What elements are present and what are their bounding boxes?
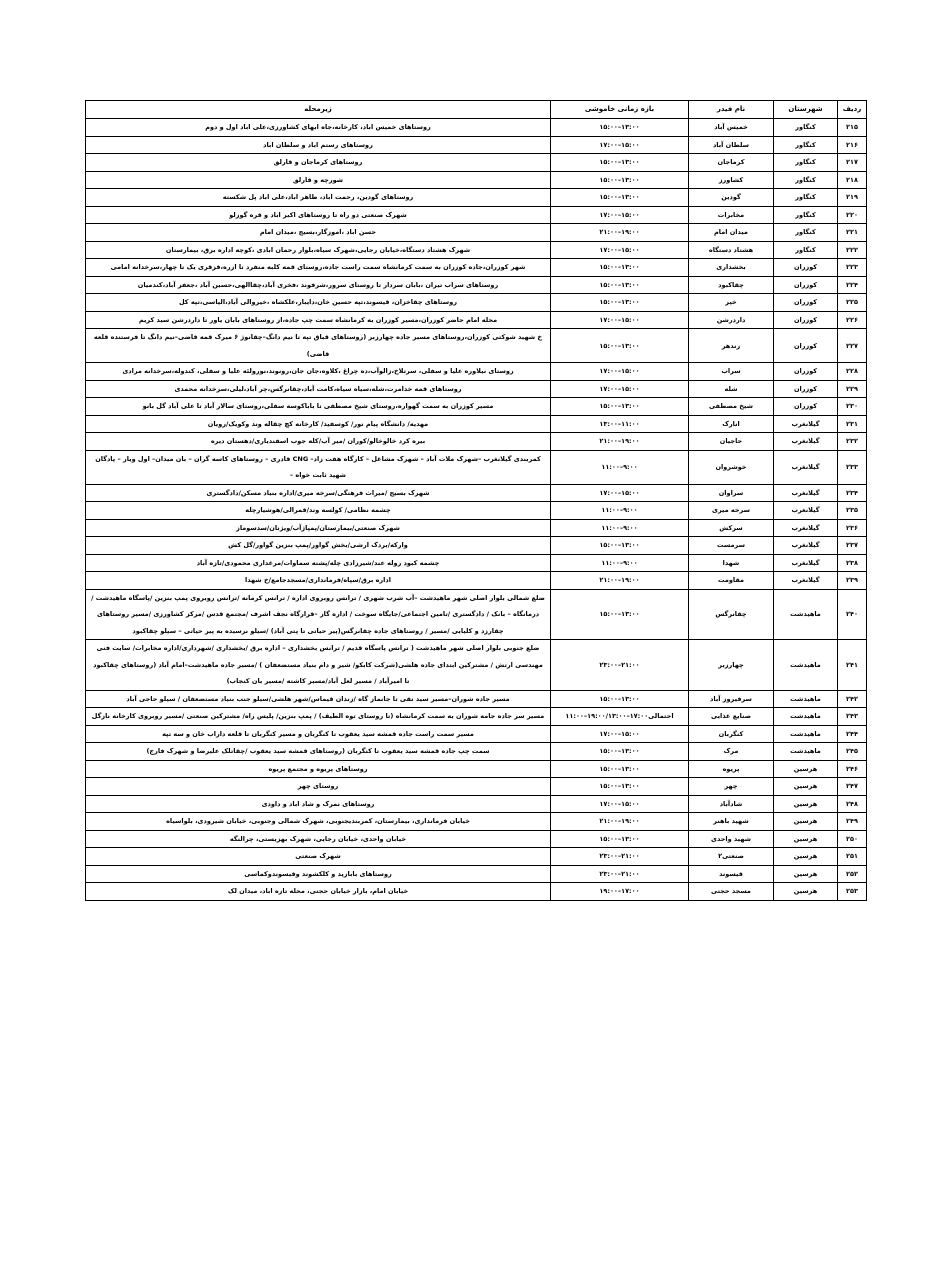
table-row xyxy=(86,311,867,329)
city-cell: ماهیدشت xyxy=(774,708,838,726)
feeder-name-cell: شادآباد xyxy=(689,795,774,813)
row-number-cell: ۲۴۱ xyxy=(838,640,867,691)
table-row xyxy=(86,554,867,572)
header-outage-time: بازه زمانی خاموشی xyxy=(551,101,689,119)
sub-area-cell: ضلع شمالی بلوار اصلی شهر ماهیدشت –آب شرب شهری / ترانس روبروی اداره / ترانس کرمانه /ترانس روبروی پمپ بنزین /پاسگاه ماهیدشت / درمانگاه – بانک / دادگستری /تامین اجتماعی/جایگاه سوخت / اداره گاز –قرارگاه نجف اشرف /مجتمع قدس /مرکز کشاورزی /مسیر روستاهای چقارزد و کلیایی /مسیر / روستاهای جاده چقانرگس(پیر حیاتی تا پتی آباد) /سیلو نرسیده به پیر حیاتی – سیلو چقاکبود xyxy=(86,589,551,640)
city-cell: گیلانغرب xyxy=(774,415,838,433)
city-cell: کوزران xyxy=(774,259,838,277)
row-number-cell: ۲۲۳ xyxy=(838,259,867,277)
feeder-name-cell: سرمست xyxy=(689,537,774,555)
table-row xyxy=(86,502,867,520)
outage-time-cell: ۱۳:۰۰–۱۵:۰۰ xyxy=(551,830,689,848)
table-row xyxy=(86,589,867,640)
feeder-name-cell: صنعتی۲ xyxy=(689,848,774,866)
row-number-cell: ۲۳۱ xyxy=(838,415,867,433)
row-number-cell: ۲۳۶ xyxy=(838,519,867,537)
row-number-cell: ۲۴۵ xyxy=(838,743,867,761)
table-row xyxy=(86,640,867,691)
outage-time-cell: ۱۵:۰۰–۱۷:۰۰ xyxy=(551,363,689,381)
city-cell: گیلانغرب xyxy=(774,484,838,502)
feeder-name-cell: صنایع غذایی xyxy=(689,708,774,726)
table-row xyxy=(86,224,867,242)
outage-time-cell: ۱۵:۰۰–۱۷:۰۰ xyxy=(551,380,689,398)
outage-time-cell: ۱۵:۰۰–۱۷:۰۰ xyxy=(551,311,689,329)
city-cell: کوزران xyxy=(774,294,838,312)
sub-area-cell: روستای نیلاوره علیا و سفلی، سرتلاخ،زالوآب،ده چراغ ،کلاوه،جان جان،رونوند،نورولئه علیا و سفلی، کندوله،سرخدانه مرادی xyxy=(86,363,551,381)
table-row xyxy=(86,848,867,866)
table-row xyxy=(86,690,867,708)
city-cell: ماهیدشت xyxy=(774,690,838,708)
city-cell: کوزران xyxy=(774,329,838,363)
table-row xyxy=(86,415,867,433)
city-cell: کوزران xyxy=(774,363,838,381)
outage-time-cell: ۱۳:۰۰–۱۵:۰۰ xyxy=(551,259,689,277)
outage-time-cell: ۱۷:۰۰–۱۹:۰۰ xyxy=(551,883,689,901)
outage-time-cell: ۱۳:۰۰–۱۵:۰۰ xyxy=(551,537,689,555)
row-number-cell: ۲۴۰ xyxy=(838,589,867,640)
city-cell: کنگاور xyxy=(774,136,838,154)
city-cell: هرسین xyxy=(774,848,838,866)
feeder-name-cell: سراوان xyxy=(689,484,774,502)
sub-area-cell: کمربندی گیلانغرب –شهرک ملات آباد – شهرک مشاغل – کارگاه هفت زاد– CNG قادری – روستاهای کاسه گران – بان میدان– اول ویار – پادگان شهید ثابت خواه – xyxy=(86,450,551,484)
outage-schedule-table xyxy=(85,100,867,901)
city-cell: کنگاور xyxy=(774,171,838,189)
row-number-cell: ۲۲۹ xyxy=(838,380,867,398)
sub-area-cell: خیابان واحدی، خیابان رجایی، شهرک بهزیستی، چرالنگه xyxy=(86,830,551,848)
row-number-cell: ۲۴۶ xyxy=(838,760,867,778)
city-cell: گیلانغرب xyxy=(774,450,838,484)
row-number-cell: ۲۲۱ xyxy=(838,224,867,242)
table-row xyxy=(86,883,867,901)
sub-area-cell: شهرک بسیج /میراث فرهنگی/سرخه میری/اداره بنیاد مسکن/دادگستری xyxy=(86,484,551,502)
table-row xyxy=(86,154,867,172)
row-number-cell: ۲۳۷ xyxy=(838,537,867,555)
outage-time-cell: ۱۳:۰۰–۱۵:۰۰ xyxy=(551,276,689,294)
table-row xyxy=(86,276,867,294)
table-row xyxy=(86,171,867,189)
table-header-row xyxy=(86,101,867,119)
table-row xyxy=(86,484,867,502)
outage-time-cell: ۱۳:۰۰–۱۵:۰۰ xyxy=(551,743,689,761)
row-number-cell: ۲۳۰ xyxy=(838,398,867,416)
table-row xyxy=(86,743,867,761)
sub-area-cell: محله امام حاضر کوزران،مسیر کوزران به کرمانشاه سمت چپ جاده،از روستاهای بابان یاور تا داردرشن سید کریم xyxy=(86,311,551,329)
row-number-cell: ۲۲۲ xyxy=(838,241,867,259)
row-number-cell: ۲۲۴ xyxy=(838,276,867,294)
sub-area-cell: روستاهای نمرک و شاد اباد و داودی xyxy=(86,795,551,813)
city-cell: کنگاور xyxy=(774,154,838,172)
table-row xyxy=(86,795,867,813)
city-cell: گیلانغرب xyxy=(774,519,838,537)
city-cell: گیلانغرب xyxy=(774,572,838,590)
table-row xyxy=(86,830,867,848)
table-row xyxy=(86,380,867,398)
sub-area-cell: سمت چپ جاده قمشه سید یعقوب تا کنگربان (روستاهای قمشه سید یعقوب /چقاتلک علیرضا و شهرک فارج) xyxy=(86,743,551,761)
table-row xyxy=(86,708,867,726)
sub-area-cell: مسیر کوزران به سمت گهواره،روستای شیخ مصطفی تا باباکوسه سفلی،روستای سالار آباد تا علی آباد گل بانو xyxy=(86,398,551,416)
row-number-cell: ۲۵۰ xyxy=(838,830,867,848)
city-cell: هرسین xyxy=(774,830,838,848)
header-row-number: ردیف xyxy=(838,101,867,119)
table-row xyxy=(86,450,867,484)
row-number-cell: ۲۴۷ xyxy=(838,778,867,796)
row-number-cell: ۲۲۷ xyxy=(838,329,867,363)
feeder-name-cell: چهر xyxy=(689,778,774,796)
outage-time-cell: ۱۹:۰۰–۲۱:۰۰ xyxy=(551,813,689,831)
sub-area-cell: ضلع جنوبی بلوار اصلی شهر ماهیدشت ( ترانس پاسگاه قدیم / ترانس بخشداری – اداره برق /بخشداری /شهرداری/اداره مخابرات/ سایت فنی مهندسی ارتش / مشترکین ابتدای جاده هلشی(شرکت کابکو/ شیر و دام بنیاد مستضعفان ) /مسیر جاده ماهیدشت–امام آباد (روستاهای چقاکبود تا امیرآباد / مسیر لعل آباد/مسیر کاشته /مسیر بان کنجاب) xyxy=(86,640,551,691)
city-cell: ماهیدشت xyxy=(774,743,838,761)
feeder-name-cell: شهید واحدی xyxy=(689,830,774,848)
outage-time-cell: ۱۳:۰۰–۱۵:۰۰ xyxy=(551,778,689,796)
feeder-name-cell: شله xyxy=(689,380,774,398)
sub-area-cell: مسیر سر جاده جامه شوران به سمت کرمانشاه (تا روستای توه الطیف) / پمپ بنزین/ پلیس راه/ مشترکین صنعتی /مسیر روبروی کارخانه نازگل xyxy=(86,708,551,726)
feeder-name-cell: سلطان آباد xyxy=(689,136,774,154)
feeder-name-cell: بخشداری xyxy=(689,259,774,277)
feeder-name-cell: پریوه xyxy=(689,760,774,778)
city-cell: هرسین xyxy=(774,760,838,778)
sub-area-cell: شهرک صنعتی xyxy=(86,848,551,866)
table-row xyxy=(86,363,867,381)
sub-area-cell: حسن اباد ،اموزگار،بسیج ،میدان امام xyxy=(86,224,551,242)
row-number-cell: ۲۵۳ xyxy=(838,883,867,901)
outage-time-cell: ۱۳:۰۰–۱۵:۰۰ xyxy=(551,690,689,708)
sub-area-cell: روستاهای گودین، رحمت اباد، طاهر اباد،علی اباد پل شکسته xyxy=(86,189,551,207)
table-row xyxy=(86,519,867,537)
sub-area-cell: روستاهای بابازید و کلکشوند وقیسوندوکماسی xyxy=(86,865,551,883)
sub-area-cell: روستاهای سراب تیران ،بابان سردار تا روستای سرور،شرفوند ،فخری آباد،چقاالهی،حسین آباد ،جعفر آباد،کندمیان xyxy=(86,276,551,294)
row-number-cell: ۲۵۲ xyxy=(838,865,867,883)
row-number-cell: ۲۳۵ xyxy=(838,502,867,520)
table-body xyxy=(86,119,867,901)
city-cell: هرسین xyxy=(774,883,838,901)
sub-area-cell: روستاهای پریوه و مجتمع پریوه xyxy=(86,760,551,778)
feeder-name-cell: شیخ مصطفی xyxy=(689,398,774,416)
city-cell: ماهیدشت xyxy=(774,640,838,691)
feeder-name-cell: چقاکبود xyxy=(689,276,774,294)
outage-time-cell: ۱۹:۰۰–۲۱:۰۰ xyxy=(551,572,689,590)
feeder-name-cell: سراب xyxy=(689,363,774,381)
sub-area-cell: مسیر سمت راست جاده قمشه سید یعقوب تا کنگربان و مسیر کنگربان تا قلعه داراب خان و سه تپه xyxy=(86,725,551,743)
sub-area-cell: وارکه/بردک ارشی/بخش گواور/پمپ بنزین گواور/گل کش xyxy=(86,537,551,555)
feeder-name-cell: انارک xyxy=(689,415,774,433)
feeder-name-cell: هشتاد دستگاه xyxy=(689,241,774,259)
feeder-name-cell: شهدا xyxy=(689,554,774,572)
outage-time-cell: ۹:۰۰–۱۱:۰۰ xyxy=(551,519,689,537)
sub-area-cell: شهرک صنعتی دو راه تا روستاهای اکبر اباد و قره گوزلو xyxy=(86,206,551,224)
outage-time-cell: ۱۵:۰۰–۱۷:۰۰ xyxy=(551,241,689,259)
feeder-name-cell: مخابرات xyxy=(689,206,774,224)
outage-time-cell: احتمالی۱۷:۰۰–۱۹:۰۰/۱۳:۰۰–۱۱:۰۰ xyxy=(551,708,689,726)
sub-area-cell: شهر کوزران،جاده کوزران به سمت کرمانشاه سمت راست جاده،روستای قمه کلبه منفرد تا ازره،قزقری یک تا چهار،سرخدانه امامی xyxy=(86,259,551,277)
row-number-cell: ۲۳۲ xyxy=(838,433,867,451)
city-cell: کنگاور xyxy=(774,241,838,259)
feeder-name-cell: سرفیروز آباد xyxy=(689,690,774,708)
row-number-cell: ۲۱۶ xyxy=(838,136,867,154)
table-row xyxy=(86,241,867,259)
outage-time-cell: ۱۹:۰۰–۲۱:۰۰ xyxy=(551,224,689,242)
city-cell: گیلانغرب xyxy=(774,502,838,520)
city-cell: گیلانغرب xyxy=(774,537,838,555)
city-cell: کنگاور xyxy=(774,206,838,224)
feeder-name-cell: کرماجان xyxy=(689,154,774,172)
city-cell: کوزران xyxy=(774,311,838,329)
row-number-cell: ۲۴۴ xyxy=(838,725,867,743)
outage-time-cell: ۱۳:۰۰–۱۵:۰۰ xyxy=(551,119,689,137)
outage-time-cell: ۹:۰۰–۱۱:۰۰ xyxy=(551,450,689,484)
row-number-cell: ۲۲۰ xyxy=(838,206,867,224)
city-cell: کوزران xyxy=(774,380,838,398)
table-row xyxy=(86,329,867,363)
city-cell: کنگاور xyxy=(774,224,838,242)
outage-time-cell: ۱۵:۰۰–۱۷:۰۰ xyxy=(551,795,689,813)
sub-area-cell: روستاهای خمیس اباد، کارخانه،جاه ابهای کشاورزی،علی اباد اول و دوم xyxy=(86,119,551,137)
feeder-name-cell: چهارزبر xyxy=(689,640,774,691)
row-number-cell: ۲۱۸ xyxy=(838,171,867,189)
row-number-cell: ۲۱۷ xyxy=(838,154,867,172)
feeder-name-cell: چقانرگس xyxy=(689,589,774,640)
city-cell: هرسین xyxy=(774,778,838,796)
city-cell: هرسین xyxy=(774,795,838,813)
row-number-cell: ۲۳۳ xyxy=(838,450,867,484)
outage-time-cell: ۱۳:۰۰–۱۵:۰۰ xyxy=(551,171,689,189)
sub-area-cell: بیره کرد خالوخالو/کوران /میر آب/کله جوب اسفندیاری/دهستان دیره xyxy=(86,433,551,451)
feeder-name-cell: داردرشن xyxy=(689,311,774,329)
outage-time-cell: ۱۵:۰۰–۱۷:۰۰ xyxy=(551,206,689,224)
row-number-cell: ۲۴۲ xyxy=(838,690,867,708)
sub-area-cell: خیابان فرمانداری، بیمارستان، کمربندیجنوبی، شهرک شمالی وجنوبی، خیابان شیرودی، بلواسیاه xyxy=(86,813,551,831)
table-row xyxy=(86,433,867,451)
city-cell: کوزران xyxy=(774,398,838,416)
sub-area-cell: خ شهید شوکتی کوزران،روستاهای مسیر جاده چهارزبر (روستاهای قباق تپه تا نیم دانگ–چقانوژ ۶ میرک قمه قاضی–نیم دانگ تا فرستنده قلعه قاضی) xyxy=(86,329,551,363)
outage-time-cell: ۱۱:۰۰–۱۳:۰۰ xyxy=(551,415,689,433)
row-number-cell: ۲۲۸ xyxy=(838,363,867,381)
table-row xyxy=(86,760,867,778)
feeder-name-cell: شهید باهنر xyxy=(689,813,774,831)
header-feeder-name: نام فیدر xyxy=(689,101,774,119)
row-number-cell: ۲۳۴ xyxy=(838,484,867,502)
sub-area-cell: شهرک هشتاد دستگاه،خیابان رجایی،شهرک سیاه،بلوار رحمان ابادی ،کوچه اداره برق، بیمارستان xyxy=(86,241,551,259)
outage-time-cell: ۹:۰۰–۱۱:۰۰ xyxy=(551,554,689,572)
row-number-cell: ۲۵۱ xyxy=(838,848,867,866)
outage-time-cell: ۱۵:۰۰–۱۷:۰۰ xyxy=(551,725,689,743)
table-row xyxy=(86,778,867,796)
table-row xyxy=(86,813,867,831)
feeder-name-cell: خوشروان xyxy=(689,450,774,484)
outage-time-cell: ۱۳:۰۰–۱۵:۰۰ xyxy=(551,294,689,312)
outage-time-cell: ۱۳:۰۰–۱۵:۰۰ xyxy=(551,398,689,416)
city-cell: گیلانغرب xyxy=(774,554,838,572)
sub-area-cell: شورچه و قارلق xyxy=(86,171,551,189)
feeder-name-cell: خمیس آباد xyxy=(689,119,774,137)
table-row xyxy=(86,537,867,555)
table-row xyxy=(86,865,867,883)
row-number-cell: ۲۲۵ xyxy=(838,294,867,312)
table-row xyxy=(86,259,867,277)
outage-time-cell: ۲۱:۰۰–۲۳:۰۰ xyxy=(551,848,689,866)
feeder-name-cell: میدان امام xyxy=(689,224,774,242)
city-cell: گیلانغرب xyxy=(774,433,838,451)
row-number-cell: ۲۲۶ xyxy=(838,311,867,329)
feeder-name-cell: کنگربان xyxy=(689,725,774,743)
sub-area-cell: روستاهای قمه خدامرت،شله،سیاه سیاه،کامت آباد،چقانرگس،چر آباد،لیلی،سرخدانه محمدی xyxy=(86,380,551,398)
row-number-cell: ۲۳۸ xyxy=(838,554,867,572)
outage-time-cell: ۱۳:۰۰–۱۵:۰۰ xyxy=(551,154,689,172)
feeder-name-cell: سرخه میری xyxy=(689,502,774,520)
city-cell: هرسین xyxy=(774,813,838,831)
outage-time-cell: ۱۵:۰۰–۱۷:۰۰ xyxy=(551,484,689,502)
table-row xyxy=(86,294,867,312)
outage-time-cell: ۱۹:۰۰–۲۱:۰۰ xyxy=(551,433,689,451)
table-row xyxy=(86,206,867,224)
feeder-name-cell: قیسوند xyxy=(689,865,774,883)
row-number-cell: ۲۴۳ xyxy=(838,708,867,726)
outage-time-cell: ۹:۰۰–۱۱:۰۰ xyxy=(551,502,689,520)
feeder-name-cell: خیر xyxy=(689,294,774,312)
row-number-cell: ۲۳۹ xyxy=(838,572,867,590)
sub-area-cell: شهرک صنعتی/بیمارستان/پمپاژآب/ویژنان/سدسوماز xyxy=(86,519,551,537)
sub-area-cell: خیابان امام، بازار خیابان حجتی، محله تازه اباد، میدان لک xyxy=(86,883,551,901)
row-number-cell: ۲۴۸ xyxy=(838,795,867,813)
table-row xyxy=(86,572,867,590)
sub-area-cell: اداره برق/سپاه/فرمانداری/مسجدجامع/خ شهدا xyxy=(86,572,551,590)
header-city: شهرستان xyxy=(774,101,838,119)
feeder-name-cell: مرک xyxy=(689,743,774,761)
city-cell: کوزران xyxy=(774,276,838,294)
city-cell: هرسین xyxy=(774,865,838,883)
feeder-name-cell: مسجد حجتی xyxy=(689,883,774,901)
feeder-name-cell: حاجیان xyxy=(689,433,774,451)
table-row xyxy=(86,725,867,743)
outage-time-cell: ۲۱:۰۰–۲۳:۰۰ xyxy=(551,865,689,883)
row-number-cell: ۲۱۹ xyxy=(838,189,867,207)
city-cell: کنگاور xyxy=(774,189,838,207)
sub-area-cell: چشمه کبود روله عند/شیرزادی چله/پشته سماوات/مرغداری محمودی/تازه آباد xyxy=(86,554,551,572)
outage-time-cell: ۱۳:۰۰–۱۵:۰۰ xyxy=(551,589,689,640)
row-number-cell: ۲۴۹ xyxy=(838,813,867,831)
sub-area-cell: مسیر جاده شوران–مسیر سید نقی تا جانماز گاه /زندان قیماس/شهر هلشی/سیلو جنب بنیاد مستضعفان / سیلو حاجی آباد xyxy=(86,690,551,708)
city-cell: ماهیدشت xyxy=(774,589,838,640)
table-row xyxy=(86,119,867,137)
feeder-name-cell: مقاومت xyxy=(689,572,774,590)
outage-time-cell: ۱۳:۰۰–۱۵:۰۰ xyxy=(551,329,689,363)
sub-area-cell: روستاهای چقاخزان، قیسوند،تپه حسین خان،دایبار،علکشاه ،خیروالی آباد،الیاسی،تپه کل xyxy=(86,294,551,312)
row-number-cell: ۲۱۵ xyxy=(838,119,867,137)
city-cell: ماهیدشت xyxy=(774,725,838,743)
outage-schedule-sheet xyxy=(85,100,866,901)
table-row xyxy=(86,136,867,154)
feeder-name-cell: کشاورز xyxy=(689,171,774,189)
sub-area-cell: چشمه نظامی/ کولسه وند/قمرالی/هوشیارچله xyxy=(86,502,551,520)
outage-time-cell: ۲۱:۰۰–۲۳:۰۰ xyxy=(551,640,689,691)
outage-time-cell: ۱۵:۰۰–۱۷:۰۰ xyxy=(551,136,689,154)
outage-time-cell: ۱۳:۰۰–۱۵:۰۰ xyxy=(551,189,689,207)
sub-area-cell: روستای چهر xyxy=(86,778,551,796)
feeder-name-cell: سرکش xyxy=(689,519,774,537)
city-cell: کنگاور xyxy=(774,119,838,137)
table-row xyxy=(86,189,867,207)
outage-time-cell: ۱۳:۰۰–۱۵:۰۰ xyxy=(551,760,689,778)
sub-area-cell: روستاهای رستم اباد و سلطان اباد xyxy=(86,136,551,154)
table-row xyxy=(86,398,867,416)
sub-area-cell: روستاهای کرماجان و قارلق xyxy=(86,154,551,172)
sub-area-cell: مهدیه/ دانشگاه پیام نور/ کوسفید/ کارخانه کچ چقاله وند وکویک/رویان xyxy=(86,415,551,433)
header-sub-area: زیرمحله xyxy=(86,101,551,119)
feeder-name-cell: گودین xyxy=(689,189,774,207)
feeder-name-cell: زندهر xyxy=(689,329,774,363)
